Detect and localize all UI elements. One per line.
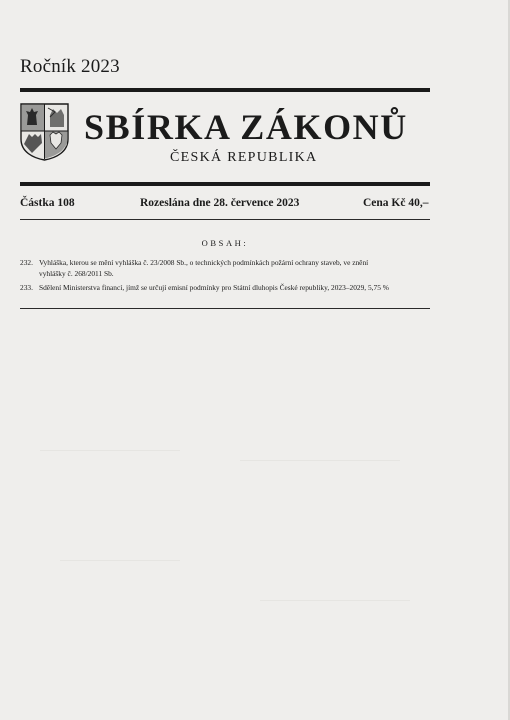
contents-item <box>20 283 430 294</box>
contents-item <box>20 258 430 279</box>
item-number: 233. <box>20 283 33 292</box>
distribution-date: Rozeslána dne 28. července 2023 <box>140 197 300 209</box>
info-top-rule <box>20 182 430 186</box>
czech-coat-of-arms-icon <box>20 103 69 161</box>
top-rule <box>20 88 430 92</box>
contents-heading: OBSAH: <box>201 238 249 248</box>
item-text: Sdělení Ministerstva financí, jímž se určují emisní podmínky pro Státní dluhopis České republiky, 2023–2029, 5,75 % <box>39 283 389 292</box>
item-number: 232. <box>20 258 33 267</box>
info-bottom-rule <box>20 219 430 220</box>
bleed-through-mark <box>260 600 410 601</box>
contents-item-line <box>20 258 430 269</box>
price: Cena Kč 40,– <box>363 197 429 209</box>
contents-item-line <box>20 283 430 294</box>
item-text: Vyhláška, kterou se mění vyhláška č. 23/2008 Sb., o technických podmínkách požární ochrany staveb, ve znění <box>39 258 369 267</box>
bleed-through-mark <box>240 460 400 461</box>
page-title: SBÍRKA ZÁKONŮ <box>84 107 408 147</box>
contents-bottom-rule <box>20 308 430 309</box>
part-number: Částka 108 <box>20 197 75 209</box>
year-label: Ročník 2023 <box>20 56 120 77</box>
item-text-continued: vyhlášky č. 268/2011 Sb. <box>39 268 114 278</box>
page-subtitle: ČESKÁ REPUBLIKA <box>170 150 318 165</box>
bleed-through-mark <box>60 560 180 561</box>
bleed-through-mark <box>40 450 180 451</box>
